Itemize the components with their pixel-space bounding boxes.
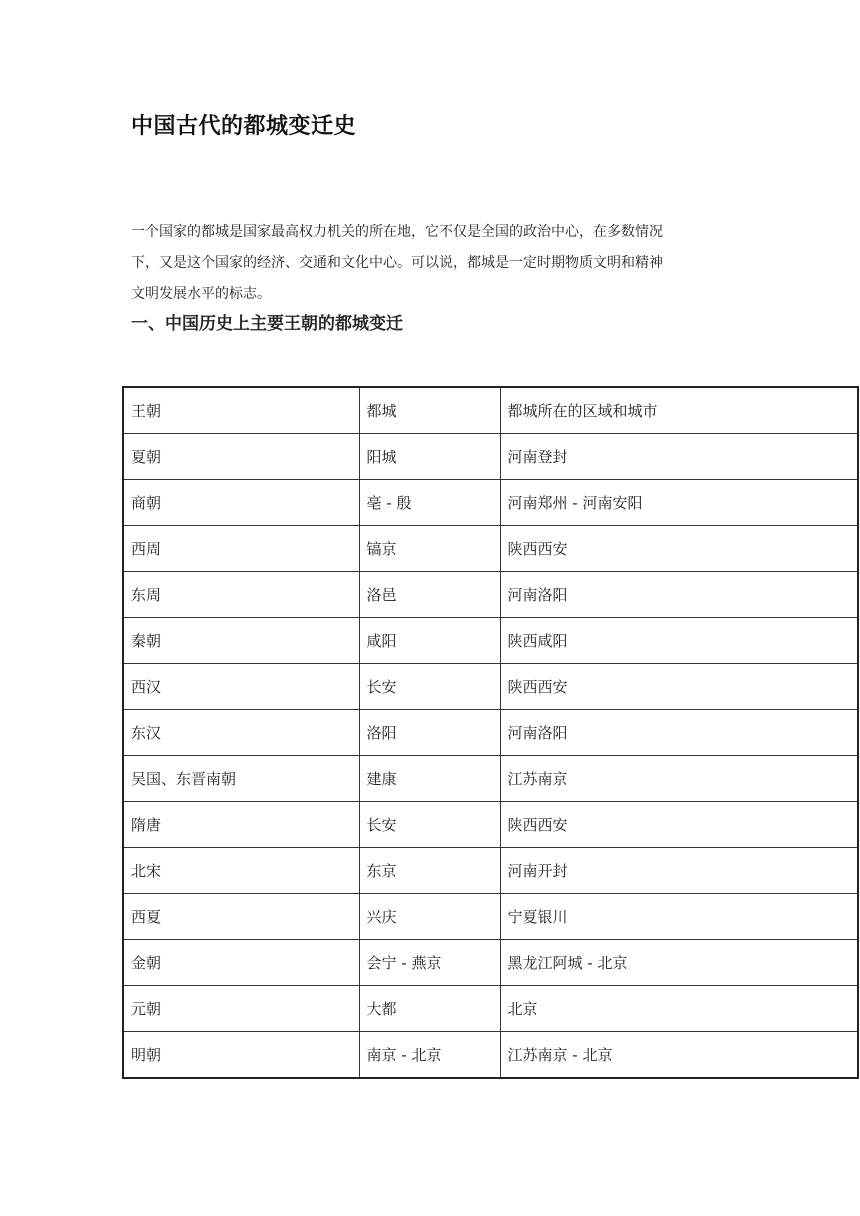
cell-region-city: 黑龙江阿城 - 北京 — [500, 940, 858, 986]
cell-dynasty: 西汉 — [123, 664, 359, 710]
intro-line: 下，又是这个国家的经济、交通和文化中心。可以说，都城是一定时期物质文明和精神 — [131, 255, 663, 271]
table-row — [123, 434, 858, 480]
cell-capital: 长安 — [359, 802, 500, 848]
cell-region-city: 陕西西安 — [500, 526, 858, 572]
cell-region-city: 河南洛阳 — [500, 572, 858, 618]
cell-dynasty: 东周 — [123, 572, 359, 618]
table-header-row — [123, 387, 858, 434]
cell-dynasty: 夏朝 — [123, 434, 359, 480]
cell-capital: 咸阳 — [359, 618, 500, 664]
cell-region-city: 河南郑州 - 河南安阳 — [500, 480, 858, 526]
table-row — [123, 894, 858, 940]
cell-dynasty: 商朝 — [123, 480, 359, 526]
cell-region-city: 陕西西安 — [500, 802, 858, 848]
cell-region-city: 江苏南京 — [500, 756, 858, 802]
cell-capital: 东京 — [359, 848, 500, 894]
cell-dynasty: 元朝 — [123, 986, 359, 1032]
page-title: 中国古代的都城变迁史 — [131, 114, 357, 139]
table-body — [123, 387, 858, 1078]
cell-region-city: 陕西西安 — [500, 664, 858, 710]
table-row — [123, 526, 858, 572]
table-row — [123, 480, 858, 526]
header-region-city: 都城所在的区域和城市 — [500, 387, 858, 434]
cell-dynasty: 北宋 — [123, 848, 359, 894]
cell-dynasty: 金朝 — [123, 940, 359, 986]
cell-dynasty: 东汉 — [123, 710, 359, 756]
cell-capital: 镐京 — [359, 526, 500, 572]
intro-paragraph — [131, 217, 751, 310]
cell-region-city: 江苏南京 - 北京 — [500, 1032, 858, 1079]
cell-dynasty: 西周 — [123, 526, 359, 572]
cell-capital: 阳城 — [359, 434, 500, 480]
table-row — [123, 986, 858, 1032]
cell-capital: 洛阳 — [359, 710, 500, 756]
header-capital: 都城 — [359, 387, 500, 434]
table-row — [123, 710, 858, 756]
cell-region-city: 河南登封 — [500, 434, 858, 480]
cell-dynasty: 明朝 — [123, 1032, 359, 1079]
cell-capital: 长安 — [359, 664, 500, 710]
cell-capital: 洛邑 — [359, 572, 500, 618]
cell-capital: 会宁 - 燕京 — [359, 940, 500, 986]
cell-region-city: 宁夏银川 — [500, 894, 858, 940]
capitals-table — [122, 386, 859, 1079]
table-row — [123, 664, 858, 710]
cell-capital: 大都 — [359, 986, 500, 1032]
table-row — [123, 756, 858, 802]
table-row — [123, 572, 858, 618]
cell-dynasty: 吴国、东晋南朝 — [123, 756, 359, 802]
cell-region-city: 北京 — [500, 986, 858, 1032]
cell-dynasty: 秦朝 — [123, 618, 359, 664]
intro-line: 文明发展水平的标志。 — [131, 286, 271, 302]
table-row — [123, 802, 858, 848]
cell-region-city: 河南开封 — [500, 848, 858, 894]
cell-region-city: 陕西咸阳 — [500, 618, 858, 664]
intro-line: 一个国家的都城是国家最高权力机关的所在地，它不仅是全国的政治中心，在多数情况 — [131, 224, 663, 240]
cell-region-city: 河南洛阳 — [500, 710, 858, 756]
cell-capital: 亳 - 殷 — [359, 480, 500, 526]
cell-dynasty: 西夏 — [123, 894, 359, 940]
table-row — [123, 940, 858, 986]
cell-capital: 建康 — [359, 756, 500, 802]
header-dynasty: 王朝 — [123, 387, 359, 434]
cell-capital: 兴庆 — [359, 894, 500, 940]
cell-capital: 南京 - 北京 — [359, 1032, 500, 1079]
table-row — [123, 848, 858, 894]
section-heading: 一、中国历史上主要王朝的都城变迁 — [131, 314, 403, 334]
table-row — [123, 618, 858, 664]
table-row — [123, 1032, 858, 1079]
cell-dynasty: 隋唐 — [123, 802, 359, 848]
